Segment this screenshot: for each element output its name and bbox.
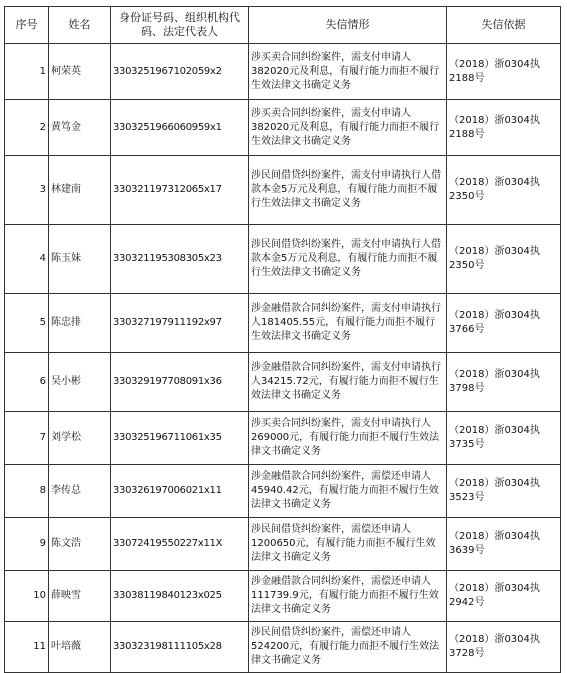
header-name: 姓名	[49, 7, 111, 44]
row-basis: （2018）浙0304执3798号	[447, 353, 561, 412]
row-name: 黄笃金	[49, 100, 111, 156]
row-no: 3	[5, 156, 49, 225]
row-no: 1	[5, 44, 49, 100]
row-no: 2	[5, 100, 49, 156]
row-name: 叶培薇	[49, 622, 111, 673]
table-row	[5, 44, 561, 100]
row-id: 330327197911192x97	[111, 294, 249, 353]
table-row	[5, 294, 561, 353]
row-situation: 涉民间借贷纠纷案件，需偿还申请人524200元，有履行能力而拒不履行生效法律文书确定义务	[249, 622, 447, 673]
row-no: 6	[5, 353, 49, 412]
header-id: 身份证号码、组织机构代码、法定代表人	[111, 7, 249, 44]
row-name: 陈玉妹	[49, 225, 111, 294]
row-basis: （2018）浙0304执2942号	[447, 571, 561, 622]
header-basis: 失信依据	[447, 7, 561, 44]
row-id: 330724195502​27x11X	[111, 518, 249, 571]
row-situation: 涉民间借贷纠纷案件，需支付申请执行人借款本金5万元及利息，有履行能力而拒不履行生效法律文书确定义务	[249, 225, 447, 294]
row-name: 薛映雪	[49, 571, 111, 622]
table-row	[5, 100, 561, 156]
header-no: 序号	[5, 7, 49, 44]
table-header-row	[5, 7, 561, 44]
row-id: 330325196606095​9x1	[111, 100, 249, 156]
row-name: 陈文浩	[49, 518, 111, 571]
row-no: 8	[5, 465, 49, 518]
row-situation: 涉金融借款合同纠纷案件，需支付申请执行人181405.55元，有履行能力而拒不履行生效法律文书确定义务	[249, 294, 447, 353]
row-situation: 涉买卖合同纠纷案件，需支付申请人382020元及利息，有履行能力而拒不履行生效法律文书确定义务	[249, 44, 447, 100]
table-row	[5, 353, 561, 412]
row-id: 330325196711061x35	[111, 412, 249, 465]
row-name: 林建南	[49, 156, 111, 225]
row-no: 9	[5, 518, 49, 571]
row-name: 陈忠排	[49, 294, 111, 353]
row-name: 柯荣英	[49, 44, 111, 100]
debtor-table	[4, 6, 561, 673]
row-id: 330326197006021x11	[111, 465, 249, 518]
row-no: 4	[5, 225, 49, 294]
row-basis: （2018）浙0304执3523号	[447, 465, 561, 518]
row-situation: 涉金融借款合同纠纷案件，需偿还申请人111739.9元，有履行能力而拒不履行生效法律文书确定义务	[249, 571, 447, 622]
row-basis: （2018）浙0304执3639号	[447, 518, 561, 571]
row-name: 吴小彬	[49, 353, 111, 412]
row-situation: 涉买卖合同纠纷案件，需支付申请人382020元及利息，有履行能力而拒不履行生效法律文书确定义务	[249, 100, 447, 156]
row-no: 7	[5, 412, 49, 465]
table-row	[5, 225, 561, 294]
table-row	[5, 156, 561, 225]
row-id: 330321195308305x23	[111, 225, 249, 294]
row-situation: 涉金融借款合同纠纷案件，需偿还申请人45940.42元，有履行能力而拒不履行生效法律文书确定义务	[249, 465, 447, 518]
row-no: 5	[5, 294, 49, 353]
row-no: 11	[5, 622, 49, 673]
row-basis: （2018）浙0304执2188号	[447, 44, 561, 100]
table-row	[5, 465, 561, 518]
table-row	[5, 412, 561, 465]
row-basis: （2018）浙0304执2350号	[447, 225, 561, 294]
table-row	[5, 518, 561, 571]
row-id: 330381198401​23x025	[111, 571, 249, 622]
row-situation: 涉金融借款合同纠纷案件，需支付申请执行人34215.72元，有履行能力而拒不履行生效法律文书确定义务	[249, 353, 447, 412]
row-id: 330323198111105x28	[111, 622, 249, 673]
row-name: 刘学松	[49, 412, 111, 465]
row-basis: （2018）浙0304执3766号	[447, 294, 561, 353]
row-basis: （2018）浙0304执2350号	[447, 156, 561, 225]
row-basis: （2018）浙0304执3735号	[447, 412, 561, 465]
row-situation: 涉买卖合同纠纷案件，需支付申请执行人269000元，有履行能力而拒不履行生效法律文书确定义务	[249, 412, 447, 465]
row-id: 330321197312065x17	[111, 156, 249, 225]
row-situation: 涉民间借贷纠纷案件，需偿还申请人1200650元，有履行能力而拒不履行生效法律文书确定义务	[249, 518, 447, 571]
row-basis: （2018）浙0304执3728号	[447, 622, 561, 673]
header-situation: 失信情形	[249, 7, 447, 44]
table-row	[5, 622, 561, 673]
row-no: 10	[5, 571, 49, 622]
row-id: 330329197708091x36	[111, 353, 249, 412]
row-name: 李传总	[49, 465, 111, 518]
table-row	[5, 571, 561, 622]
row-situation: 涉民间借贷纠纷案件，需支付申请执行人借款本金5万元及利息，有履行能力而拒不履行生效法律文书确定义务	[249, 156, 447, 225]
row-basis: （2018）浙0304执2188号	[447, 100, 561, 156]
row-id: 330325196710205​9x2	[111, 44, 249, 100]
